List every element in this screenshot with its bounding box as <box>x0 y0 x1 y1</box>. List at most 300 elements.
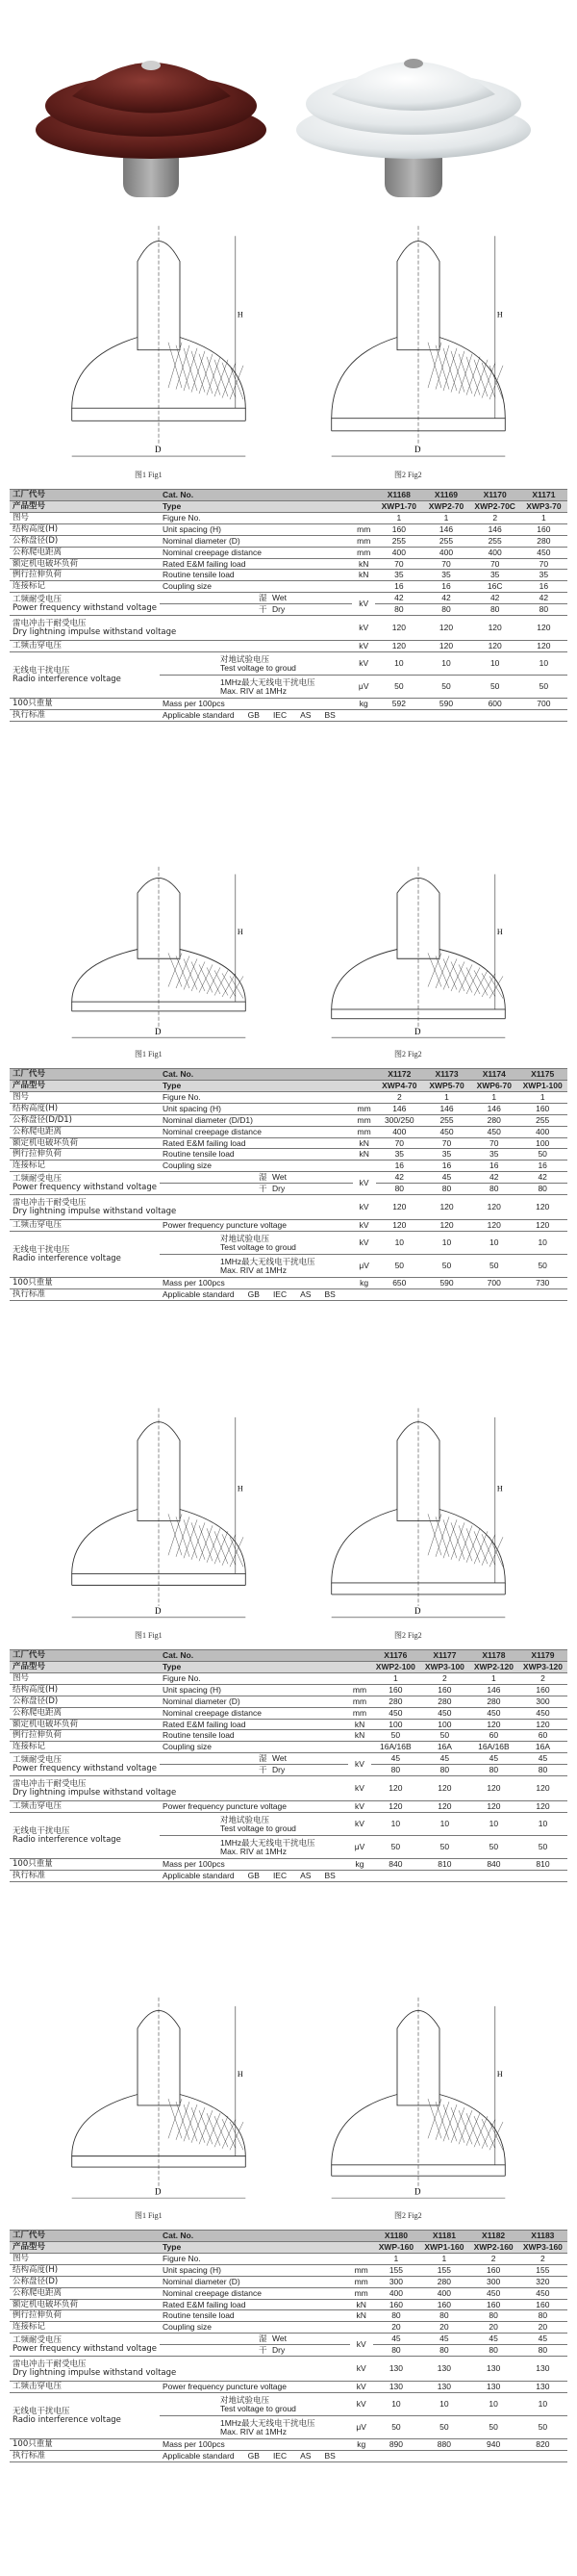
value-cell: 50 <box>517 1255 567 1278</box>
riv-cn: 无线电干扰电压 <box>13 665 70 676</box>
wet-cn: 湿 <box>258 2334 267 2344</box>
figure-1-caption: 图1 Fig1 <box>135 1050 163 1058</box>
value-cell: 80 <box>423 1184 470 1195</box>
table-row <box>10 1696 567 1707</box>
header-row-cat <box>10 1069 567 1081</box>
header2-cn: 产品型号 <box>10 1080 160 1091</box>
freq-en-text: Power frequency withstand voltage <box>13 1182 157 1192</box>
puncture-cn: 工频击穿电压 <box>10 641 160 652</box>
row-en: Coupling size <box>160 1742 348 1753</box>
value-cell: 10 <box>420 1813 469 1836</box>
value-cell: 820 <box>518 2439 567 2451</box>
dimension-h-label: H <box>496 927 503 936</box>
impulse-unit: kV <box>353 1195 376 1220</box>
value-cell: 50 <box>520 676 567 699</box>
value-cell: 450 <box>469 1707 518 1719</box>
puncture-cn: 工频击穿电压 <box>10 1801 160 1813</box>
value-cell: 50 <box>469 2416 518 2439</box>
impulse-label <box>10 1776 348 1801</box>
header-row-type <box>10 1661 567 1672</box>
value-cell: 120 <box>470 616 520 641</box>
row-cn: 例行拉伸负荷 <box>10 570 160 581</box>
freq-wet-row <box>10 1172 567 1184</box>
value-cell: 80 <box>373 2310 420 2322</box>
value-cell: 280 <box>371 1696 420 1707</box>
row-cn: 公称盘径(D/D1) <box>10 1114 160 1126</box>
value-cell: 120 <box>470 641 520 652</box>
value-cell: 80 <box>470 604 520 616</box>
value-cell: 130 <box>419 2382 468 2393</box>
value-cell: 730 <box>517 1278 567 1289</box>
value-cell: 120 <box>375 616 422 641</box>
value-cell: 50 <box>371 1730 420 1742</box>
value-cell: XWP2-120 <box>469 1661 518 1672</box>
value-cell: 400 <box>373 2287 420 2299</box>
standard-row <box>10 709 567 721</box>
value-cell: 35 <box>520 570 567 581</box>
row-en: Coupling size <box>160 1160 353 1172</box>
row-unit: mm <box>353 1103 376 1114</box>
value-cell: 1 <box>469 1672 518 1684</box>
header-row-cat <box>10 1650 567 1662</box>
value-cell: 120 <box>423 1220 470 1232</box>
value-cell: 130 <box>469 2357 518 2382</box>
row-unit: mm <box>350 2287 373 2299</box>
dry-en: Dry <box>271 1184 286 1194</box>
row-unit: mm <box>350 2276 373 2287</box>
value-cell: 70 <box>470 1137 517 1149</box>
dimension-h-label: H <box>237 1484 243 1493</box>
row-cn: 结构高度(H) <box>10 2264 160 2276</box>
table-row <box>10 1730 567 1742</box>
value-cell: 255 <box>423 1114 470 1126</box>
impulse-cn: 雷电冲击干耐受电压 <box>13 1197 87 1208</box>
row-unit <box>350 2322 373 2334</box>
value-cell: 10 <box>423 1232 470 1255</box>
value-cell: 50 <box>469 1836 518 1859</box>
value-cell: 80 <box>517 1184 567 1195</box>
value-cell: 50 <box>518 2416 567 2439</box>
riv-a-label <box>160 652 352 676</box>
riv-a-unit: kV <box>350 2393 373 2416</box>
value-cell: 2 <box>420 1672 469 1684</box>
value-cell: XWP1-70 <box>375 500 422 512</box>
row-en: Coupling size <box>160 581 352 593</box>
header-en: Cat. No. <box>160 2231 350 2242</box>
freq-cn <box>10 593 160 616</box>
value-cell: 280 <box>470 1114 517 1126</box>
value-cell: 80 <box>518 2345 567 2357</box>
table-row <box>10 2322 567 2334</box>
value-cell: 35 <box>423 1149 470 1160</box>
figure-1-drawing <box>58 855 260 1048</box>
riv-a-label <box>160 1813 348 1836</box>
unit-cell <box>348 1650 371 1662</box>
impulse-row <box>10 616 567 641</box>
value-cell: 10 <box>518 2393 567 2416</box>
mass-en: Mass per 100pcs <box>160 699 352 710</box>
spec-table <box>10 2230 567 2462</box>
value-cell: 80 <box>419 2310 468 2322</box>
riv-a-cn: 对地试验电压 <box>219 2394 269 2405</box>
value-cell: 160 <box>517 1103 567 1114</box>
standard-item: IEC <box>272 1870 288 1880</box>
standard-item: BS <box>324 1870 336 1880</box>
puncture-unit: kV <box>350 2382 373 2393</box>
puncture-cn: 工频击穿电压 <box>10 1220 160 1232</box>
dry-cn: 干 <box>258 1184 267 1194</box>
dimension-h-label: H <box>496 2070 503 2079</box>
value-cell: 80 <box>469 2310 518 2322</box>
figure-2-drawing <box>317 1394 519 1629</box>
impulse-cn: 雷电冲击干耐受电压 <box>13 1778 87 1789</box>
riv-b-en: Max. RIV at 1MHz <box>219 685 287 696</box>
value-cell: X1178 <box>469 1650 518 1662</box>
row-en: Coupling size <box>160 2322 350 2334</box>
value-cell: 1 <box>371 1672 420 1684</box>
value-cell: 50 <box>423 1255 470 1278</box>
value-cell: 880 <box>419 2439 468 2451</box>
row-cn: 公称盘径(D) <box>10 535 160 547</box>
riv-label <box>10 1813 160 1859</box>
row-unit: kN <box>352 558 375 570</box>
row-en: Nominal creepage distance <box>160 2287 350 2299</box>
row-en: Figure No. <box>160 1091 353 1103</box>
standard-item: IEC <box>272 2450 288 2461</box>
value-cell: 450 <box>470 1126 517 1137</box>
value-cell: 80 <box>422 604 469 616</box>
riv-b-cn: 1MHz最大无线电干扰电压 <box>219 676 315 687</box>
value-cell: 160 <box>518 2299 567 2310</box>
value-cell: 20 <box>518 2322 567 2334</box>
value-cell: 160 <box>469 2264 518 2276</box>
value-cell: XWP1-160 <box>419 2241 468 2253</box>
value-cell: 160 <box>469 2299 518 2310</box>
technical-drawings <box>0 207 577 483</box>
value-cell: 35 <box>376 1149 423 1160</box>
header-row-cat <box>10 490 567 501</box>
value-cell: XWP6-70 <box>470 1080 517 1091</box>
dry-en: Dry <box>271 1765 286 1775</box>
value-cell: 400 <box>375 547 422 558</box>
value-cell: 35 <box>470 570 520 581</box>
table-row <box>10 2253 567 2264</box>
mass-unit: kg <box>348 1859 371 1871</box>
freq-en-text: Power frequency withstand voltage <box>13 602 157 613</box>
value-cell: 50 <box>420 1730 469 1742</box>
value-cell: 45 <box>518 1753 567 1765</box>
value-cell: 590 <box>422 699 469 710</box>
value-cell: 280 <box>420 1696 469 1707</box>
figure-2-drawing <box>317 855 519 1048</box>
riv-b-unit: μV <box>348 1836 371 1859</box>
table-row <box>10 1103 567 1114</box>
value-cell: 120 <box>469 1776 518 1801</box>
freq-cn-text: 工频耐受电压 <box>13 1754 63 1765</box>
figure-2-drawing <box>317 211 519 469</box>
row-en: Nominal diameter (D/D1) <box>160 1114 353 1126</box>
value-cell: 50 <box>373 2416 420 2439</box>
riv-a-unit: kV <box>348 1813 371 1836</box>
dimension-h-label: H <box>496 310 503 319</box>
value-cell: 16A/16B <box>469 1742 518 1753</box>
value-cell: 16 <box>470 1160 517 1172</box>
row-unit: mm <box>352 535 375 547</box>
header-row-type <box>10 2241 567 2253</box>
value-cell: 100 <box>371 1719 420 1730</box>
dry-en: Dry <box>271 2345 286 2356</box>
value-cell: X1168 <box>375 490 422 501</box>
value-cell: 320 <box>518 2276 567 2287</box>
riv-a-row <box>10 1813 567 1836</box>
riv-label <box>10 2393 160 2439</box>
value-cell: 255 <box>375 535 422 547</box>
value-cell: 120 <box>469 1801 518 1813</box>
value-cell: X1171 <box>520 490 567 501</box>
impulse-label <box>10 616 352 641</box>
value-cell: 300 <box>373 2276 420 2287</box>
riv-b-en: Max. RIV at 1MHz <box>219 1264 287 1275</box>
value-cell: 120 <box>376 1195 423 1220</box>
table-row <box>10 547 567 558</box>
technical-drawings <box>0 852 577 1062</box>
freq-en-text: Power frequency withstand voltage <box>13 2343 157 2354</box>
value-cell: 120 <box>518 1801 567 1813</box>
row-en: Nominal creepage distance <box>160 547 352 558</box>
puncture-cn: 工频击穿电压 <box>10 2382 160 2393</box>
riv-a-row <box>10 1232 567 1255</box>
value-cell: 70 <box>375 558 422 570</box>
puncture-row <box>10 2382 567 2393</box>
value-cell: 120 <box>371 1801 420 1813</box>
table-row <box>10 2287 567 2299</box>
header2-en: Type <box>160 1661 348 1672</box>
row-cn: 公称爬电距离 <box>10 547 160 558</box>
value-cell: 700 <box>470 1278 517 1289</box>
value-cell: 35 <box>422 570 469 581</box>
table-row <box>10 1719 567 1730</box>
value-cell: 60 <box>469 1730 518 1742</box>
value-cell: 120 <box>517 1220 567 1232</box>
riv-a-en: Test voltage to groud <box>219 662 296 673</box>
row-cn: 例行拉伸负荷 <box>10 1730 160 1742</box>
standard-item: AS <box>300 709 312 720</box>
dry-label <box>160 1184 353 1195</box>
value-cell: 155 <box>419 2264 468 2276</box>
standard-item: GB <box>247 2450 260 2461</box>
value-cell: 70 <box>423 1137 470 1149</box>
value-cell: 10 <box>376 1232 423 1255</box>
value-cell: 50 <box>422 676 469 699</box>
riv-b-unit: μV <box>350 2416 373 2439</box>
riv-b-label <box>160 676 352 699</box>
table-row <box>10 1114 567 1126</box>
row-cn: 图号 <box>10 1672 160 1684</box>
standard-en <box>160 1288 567 1300</box>
value-cell: 80 <box>420 1765 469 1776</box>
standard-item: IEC <box>272 1288 288 1299</box>
puncture-en: Power frequency puncture voltage <box>160 2382 350 2393</box>
value-cell: 130 <box>518 2357 567 2382</box>
riv-en: Radio interference voltage <box>13 2414 121 2425</box>
row-unit <box>352 512 375 523</box>
row-en: Routine tensile load <box>160 1730 348 1742</box>
riv-b-en: Max. RIV at 1MHz <box>219 1846 287 1856</box>
wet-en: Wet <box>271 593 287 603</box>
table-row <box>10 2264 567 2276</box>
value-cell: XWP3-120 <box>518 1661 567 1672</box>
riv-a-unit: kV <box>352 652 375 676</box>
standard-item: BS <box>324 1288 336 1299</box>
spec-table <box>10 1068 567 1301</box>
value-cell: 400 <box>419 2287 468 2299</box>
value-cell: 592 <box>375 699 422 710</box>
insulator-photos <box>0 0 577 207</box>
value-cell: 590 <box>423 1278 470 1289</box>
value-cell: 42 <box>422 593 469 604</box>
value-cell: XWP2-100 <box>371 1661 420 1672</box>
value-cell: 280 <box>520 535 567 547</box>
standard-item: AS <box>300 2450 312 2461</box>
row-en: Nominal diameter (D) <box>160 535 352 547</box>
wet-cn: 湿 <box>258 1753 267 1764</box>
header2-en: Type <box>160 1080 353 1091</box>
standard-item: AS <box>300 1870 312 1880</box>
mass-en: Mass per 100pcs <box>160 1278 353 1289</box>
value-cell: 130 <box>373 2357 420 2382</box>
row-en: Nominal creepage distance <box>160 1707 348 1719</box>
row-unit: kN <box>348 1719 371 1730</box>
row-unit: kN <box>350 2310 373 2322</box>
value-cell: 80 <box>518 1765 567 1776</box>
value-cell: 130 <box>518 2382 567 2393</box>
value-cell: 16 <box>517 1160 567 1172</box>
value-cell: 42 <box>376 1172 423 1184</box>
puncture-row <box>10 1220 567 1232</box>
standard-item: IEC <box>272 709 288 720</box>
value-cell: 10 <box>520 652 567 676</box>
value-cell: 20 <box>469 2322 518 2334</box>
standard-item: GB <box>247 709 260 720</box>
impulse-label <box>10 1195 353 1220</box>
value-cell: 1 <box>423 1091 470 1103</box>
value-cell: X1179 <box>518 1650 567 1662</box>
value-cell: X1182 <box>469 2231 518 2242</box>
table-row <box>10 1160 567 1172</box>
standard-item: BS <box>324 709 336 720</box>
freq-wet-row <box>10 1753 567 1765</box>
value-cell: 45 <box>469 2334 518 2345</box>
mass-row <box>10 699 567 710</box>
value-cell: 10 <box>419 2393 468 2416</box>
value-cell: 450 <box>420 1707 469 1719</box>
value-cell: 80 <box>375 604 422 616</box>
mass-en: Mass per 100pcs <box>160 2439 350 2451</box>
dimension-h-label: H <box>237 2070 243 2079</box>
wet-label <box>160 593 352 604</box>
row-cn: 例行拉伸负荷 <box>10 1149 160 1160</box>
table-row <box>10 512 567 523</box>
row-cn: 额定机电破坏负荷 <box>10 558 160 570</box>
row-unit: kN <box>353 1137 376 1149</box>
row-cn: 图号 <box>10 1091 160 1103</box>
header2-cn: 产品型号 <box>10 500 160 512</box>
header2-en: Type <box>160 2241 350 2253</box>
row-en: Figure No. <box>160 512 352 523</box>
technical-drawings <box>0 1390 577 1644</box>
value-cell: 42 <box>517 1172 567 1184</box>
technical-drawings <box>0 1980 577 2224</box>
value-cell: 146 <box>470 1103 517 1114</box>
standard-en-text: Applicable standard <box>162 709 235 720</box>
value-cell: 1 <box>517 1091 567 1103</box>
value-cell: 35 <box>470 1149 517 1160</box>
value-cell: 50 <box>420 1836 469 1859</box>
header2-cn: 产品型号 <box>10 1661 160 1672</box>
row-unit: mm <box>353 1114 376 1126</box>
value-cell: X1176 <box>371 1650 420 1662</box>
figure-1-drawing <box>58 1394 260 1629</box>
value-cell: XWP1-100 <box>517 1080 567 1091</box>
figure-2-caption: 图2 Fig2 <box>394 1050 422 1058</box>
row-en: Unit spacing (H) <box>160 1684 348 1696</box>
row-en: Figure No. <box>160 2253 350 2264</box>
standard-item: BS <box>324 2450 336 2461</box>
value-cell: 160 <box>419 2299 468 2310</box>
riv-b-cn: 1MHz最大无线电干扰电压 <box>219 2417 315 2428</box>
freq-wet-row <box>10 593 567 604</box>
value-cell: 42 <box>470 593 520 604</box>
value-cell: X1183 <box>518 2231 567 2242</box>
figure-1-caption: 图1 Fig1 <box>135 2211 163 2220</box>
row-cn: 公称爬电距离 <box>10 1126 160 1137</box>
puncture-en: Power frequency puncture voltage <box>160 1801 348 1813</box>
unit-cell <box>350 2241 373 2253</box>
dry-cn: 干 <box>258 1765 267 1775</box>
value-cell: 120 <box>422 616 469 641</box>
standard-en <box>160 2450 567 2461</box>
row-unit: mm <box>352 547 375 558</box>
mass-unit: kg <box>350 2439 373 2451</box>
row-unit <box>352 581 375 593</box>
value-cell: 42 <box>470 1172 517 1184</box>
riv-b-unit: μV <box>353 1255 376 1278</box>
row-cn: 图号 <box>10 512 160 523</box>
freq-wet-row <box>10 2334 567 2345</box>
value-cell: 1 <box>470 1091 517 1103</box>
riv-a-cn: 对地试验电压 <box>219 1814 269 1824</box>
value-cell: 80 <box>520 604 567 616</box>
puncture-unit: kV <box>348 1801 371 1813</box>
value-cell: 120 <box>518 1719 567 1730</box>
row-cn: 额定机电破坏负荷 <box>10 1719 160 1730</box>
mass-unit: kg <box>353 1278 376 1289</box>
table-row <box>10 558 567 570</box>
value-cell: 120 <box>422 641 469 652</box>
table-row <box>10 570 567 581</box>
row-cn: 连接标记 <box>10 1742 160 1753</box>
riv-b-unit: μV <box>352 676 375 699</box>
white-insulator-photo <box>296 59 531 197</box>
standard-cn: 执行标准 <box>10 1870 160 1881</box>
row-en: Unit spacing (H) <box>160 523 352 535</box>
value-cell: 42 <box>375 593 422 604</box>
row-unit: mm <box>353 1126 376 1137</box>
table-row <box>10 1126 567 1137</box>
freq-cn <box>10 2334 160 2357</box>
dry-cn: 干 <box>258 604 267 615</box>
dry-en: Dry <box>271 604 286 615</box>
